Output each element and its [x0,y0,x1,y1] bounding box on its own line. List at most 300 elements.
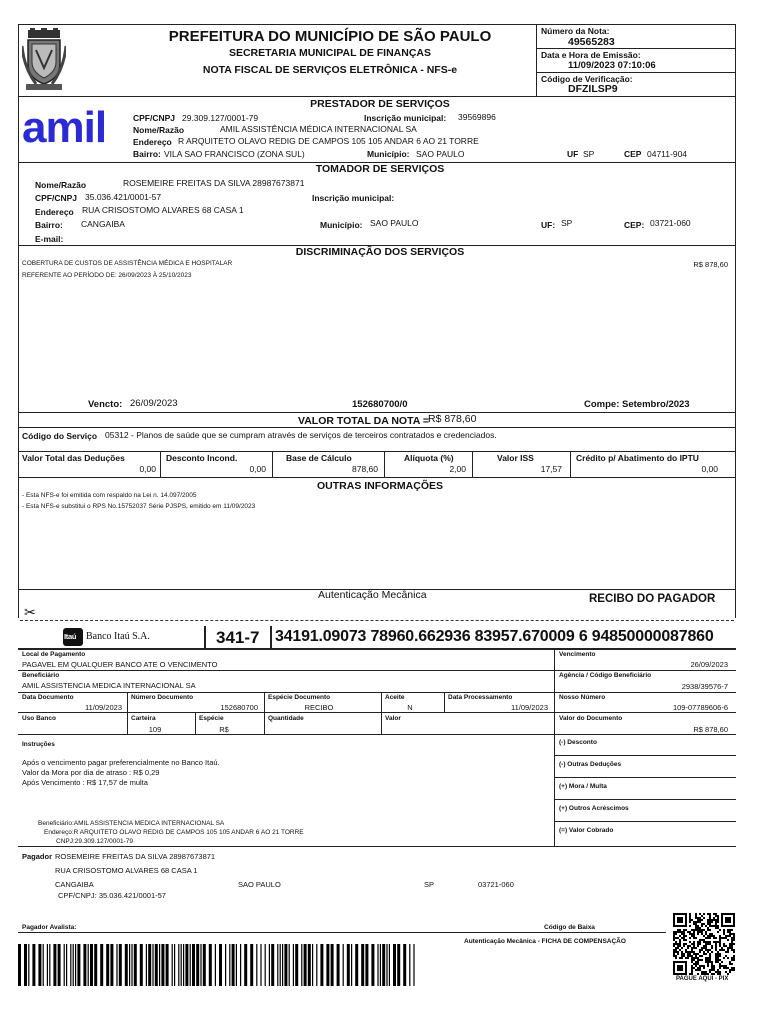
qr-module [685,949,687,951]
qr-module [691,949,693,951]
qr-module [731,945,733,947]
barcode-bar [146,944,147,986]
qr-module [727,949,729,951]
barcode-bar [301,944,302,986]
prestador-nome-value: AMIL ASSISTÊNCIA MÉDICA INTERNACIONAL SA [220,124,417,134]
qr-module [715,937,717,939]
qr-module [725,967,727,969]
quantidade-label: Quantidade [268,715,304,722]
valor-cobrado-label: (=) Valor Cobrado [559,827,614,834]
qr-module [717,925,719,927]
numero-nota-value: 49565283 [568,36,615,48]
qr-module [699,951,701,953]
qr-module [691,971,693,973]
qr-module [727,939,729,941]
tributo-base-label: Base de Cálculo [286,453,352,463]
qr-module [683,929,685,931]
qr-module [723,965,725,967]
qr-module [705,925,707,927]
qr-module [707,949,709,951]
qr-module [717,941,719,943]
ficha-compensacao-label: Autenticação Mecânica - FICHA DE COMPENSAÇÃO [464,938,626,945]
qr-module [683,945,685,947]
qr-module [731,967,733,969]
qr-module [699,931,701,933]
qr-module [693,957,695,959]
qr-module [709,949,711,951]
barcode-bar [24,944,27,986]
qr-module [715,947,717,949]
qr-module [709,915,711,917]
barcode-bar [185,944,188,986]
qr-module [705,937,707,939]
barcode-bar [280,944,281,986]
tributo-aliquota-value: 2,00 [449,464,466,474]
qr-module [697,961,699,963]
qr-module [673,933,675,935]
qr-module [715,957,717,959]
qr-module [733,935,735,937]
qr-module [701,949,703,951]
qr-module [709,925,711,927]
qr-module [711,961,713,963]
servico-bottom-line [18,451,736,452]
qr-module [717,931,719,933]
qr-module [683,939,685,941]
qr-module [691,929,693,931]
qr-module [675,943,677,945]
barcode-bar [389,944,390,986]
tomador-email-label: E-mail: [35,234,64,244]
qr-module [729,943,731,945]
qr-module [719,937,721,939]
data-emissao-value: 11/09/2023 07:10:06 [568,60,656,71]
qr-module [705,933,707,935]
barcode-bar [18,944,21,986]
boleto-cell-divider [381,692,382,734]
qr-module [693,951,695,953]
qr-module [717,971,719,973]
qr-module [731,959,733,961]
linha-digitavel: 34191.09073 78960.662936 83957.670009 6 94850000087860 [275,628,714,645]
tomador-uf-label: UF: [541,220,556,230]
qr-module [713,965,715,967]
barcode-bar [38,944,41,986]
codigo-verificacao-value: DFZILSP9 [568,83,618,95]
qr-module [721,937,723,939]
qr-module [711,933,713,935]
qr-module [699,943,701,945]
barcode-bar [236,944,237,986]
pagador-uf: SP [424,880,435,889]
qr-module [711,969,713,971]
qr-module [675,957,677,959]
qr-module [675,937,677,939]
outras-deducoes-label: (-) Outras Deduções [559,761,622,768]
qr-module [689,919,691,921]
beneficiario-label: Beneficiário [22,672,60,679]
instrucao-line-3: Após Vencimento : R$ 17,57 de multa [22,778,148,787]
qr-module [673,931,675,933]
qr-module [715,927,717,929]
numero-documento-value: 152680700 [220,703,258,712]
qr-module [699,921,701,923]
qr-module [699,941,701,943]
vencimento-label: Vencimento [559,651,596,658]
qr-module [687,951,689,953]
qr-module [709,913,711,915]
qr-module [695,965,697,967]
qr-module [705,941,707,943]
qr-module [673,945,675,947]
qr-module [697,927,699,929]
barcode-bar [58,944,61,986]
qr-module [733,967,735,969]
qr-module [709,959,711,961]
qr-module [683,955,685,957]
barcode-bar [161,944,164,986]
qr-module [731,933,733,935]
qr-module [703,935,705,937]
qr-module [715,955,717,957]
barcode-bar [110,944,113,986]
qr-module [697,933,699,935]
pagador-nome: ROSEMEIRE FREITAS DA SILVA 28987673871 [55,852,216,861]
qr-finder [677,917,683,923]
tributos-divider [472,451,473,477]
nosso-numero-value: 109-07789606-6 [672,703,728,712]
qr-module [681,947,683,949]
barcode-bar [371,944,374,986]
page-subtitle-secretaria: SECRETARIA MUNICIPAL DE FINANÇAS [228,47,432,59]
barcode-bar [355,944,358,986]
qr-module [705,953,707,955]
qr-module [679,931,681,933]
qr-module [703,973,705,975]
tomador-end-value: RUA CRISOSTOMO ALVARES 68 CASA 1 [82,205,244,215]
qr-module [693,935,695,937]
data-processamento-label: Data Processamento [448,694,513,701]
qr-module [697,919,699,921]
qr-module [709,953,711,955]
qr-module [713,937,715,939]
barcode-bar [320,944,323,986]
qr-module [703,923,705,925]
qr-module [699,959,701,961]
prestador-uf-label: UF [567,149,579,159]
qr-module [709,929,711,931]
qr-module [733,955,735,957]
data-documento-label: Data Documento [22,694,74,701]
qr-module [717,927,719,929]
agencia-value: 2938/39576-7 [681,682,728,691]
qr-module [693,967,695,969]
barcode-bar [53,944,56,986]
qr-module [733,969,735,971]
qr-module [701,965,703,967]
qr-module [699,969,701,971]
qr-module [685,939,687,941]
barcode-bar [192,944,195,986]
barcode-bar [337,944,340,986]
tomador-bairro-label: Bairro: [35,220,63,230]
barcode-bar [90,944,93,986]
qr-module [715,945,717,947]
tomador-title: TOMADOR DE SERVIÇOS [315,163,445,175]
cut-line [20,620,734,621]
qr-module [675,933,677,935]
qr-module [729,935,731,937]
qr-module [707,965,709,967]
instrucao-line-1: Após o vencimento pagar preferencialmente no Banco Itaú. [22,758,220,767]
qr-module [693,959,695,961]
qr-module [679,945,681,947]
qr-module [707,935,709,937]
discriminacao-title: DISCRIMINAÇÃO DOS SERVIÇOS [295,246,465,258]
qr-module [717,919,719,921]
qr-module [705,943,707,945]
qr-module [713,919,715,921]
barcode-bar [365,944,368,986]
qr-module [691,957,693,959]
barcode-bar [174,944,175,986]
qr-module [693,937,695,939]
scissors-icon: ✂ [24,604,36,620]
barcode-bar [382,944,385,986]
prestador-end-value: R ARQUITETO OLAVO REDIG DE CAMPOS 105 105 ANDAR 6 AO 21 TORRE [178,136,479,146]
qr-module [695,957,697,959]
beneficiario-value: AMIL ASSISTENCIA MEDICA INTERNACIONAL SA [22,681,196,690]
mora-multa-label: (+) Mora / Multa [559,783,607,790]
qr-module [719,959,721,961]
recibo-pagador-title: RECIBO DO PAGADOR [589,593,716,605]
qr-module [723,931,725,933]
carteira-value: 109 [148,725,162,734]
itau-logo-text: Itaú [64,632,77,641]
qr-module [717,961,719,963]
qr-module [711,945,713,947]
tributo-iptu-label: Crédito p/ Abatimento do IPTU [576,453,699,463]
qr-module [677,951,679,953]
qr-module [727,957,729,959]
qr-module [733,959,735,961]
qr-module [679,957,681,959]
barcode-bar [232,944,235,986]
boleto-right-line [554,755,736,756]
barcode-bar [282,944,283,986]
qr-module [677,943,679,945]
qr-module [695,955,697,957]
barcode-bar [43,944,44,986]
qr-module [715,959,717,961]
qr-module [675,941,677,943]
qr-module [673,949,675,951]
qr-module [731,939,733,941]
prestador-cep-value: 04711-904 [647,149,688,159]
prestador-mun-value: SAO PAULO [416,149,465,159]
qr-module [711,947,713,949]
barcode-bar [131,944,132,986]
qr-module [717,915,719,917]
barcode-bar [326,944,329,986]
aceite-value: N [407,703,413,712]
qr-module [717,955,719,957]
barcode-bar [196,944,199,986]
qr-module [713,969,715,971]
qr-module [673,943,675,945]
qr-module [679,929,681,931]
barcode-bar [225,944,226,986]
barcode-bar [312,944,313,986]
qr-module [703,965,705,967]
qr-module [721,949,723,951]
instrucao-line-2: Valor da Mora por dia de atraso : R$ 0,29 [22,768,160,777]
qr-module [719,973,721,975]
qr-module [685,935,687,937]
barcode-bar [265,944,266,986]
tributo-desconto-label: Desconto Incond. [166,453,238,463]
qr-module [713,941,715,943]
barcode-bar [260,944,261,986]
qr-module [675,955,677,957]
qr-module [713,925,715,927]
qr-module [717,969,719,971]
barcode-bar [250,944,253,986]
qr-finder [725,917,731,923]
qr-module [723,967,725,969]
qr-module [693,945,695,947]
barcode-bar [295,944,298,986]
qr-module [705,959,707,961]
qr-module [697,943,699,945]
qr-module [725,971,727,973]
qr-module [731,941,733,943]
qr-module [715,953,717,955]
qr-module [691,969,693,971]
qr-module [725,945,727,947]
qr-module [689,931,691,933]
qr-module [709,935,711,937]
qr-module [693,963,695,965]
qr-module [707,951,709,953]
qr-module [699,927,701,929]
valor-documento-label: Valor do Documento [559,715,623,722]
prestador-nome-label: Nome/Razão [133,125,185,135]
tributo-base-value: 878,60 [352,464,378,474]
qr-module [701,919,703,921]
qr-module [729,969,731,971]
qr-module [693,953,695,955]
barcode-bar [73,944,74,986]
qr-module [683,953,685,955]
barcode-bar [308,944,311,986]
qr-module [731,943,733,945]
boleto-row-line [18,670,736,671]
discriminacao-line-1: COBERTURA DE CUSTOS DE ASSISTÊNCIA MÉDICA E HOSPITALAR [22,260,233,267]
qr-module [681,933,683,935]
qr-module [733,949,735,951]
qr-module [725,937,727,939]
qr-module [711,963,713,965]
qr-module [677,929,679,931]
barcode-bar [70,944,71,986]
barcode-bar [119,944,122,986]
qr-module [673,951,675,953]
boleto-row-line [18,734,736,735]
discriminacao-valor: R$ 878,60 [693,260,728,269]
valor-total-bottom-line [18,427,736,428]
qr-module [715,919,717,921]
qr-module [713,973,715,975]
qr-module [729,933,731,935]
barcode-bar [386,944,387,986]
barcode-bar [66,944,67,986]
barcode-bar [83,944,86,986]
qr-module [697,945,699,947]
data-documento-value: 11/09/2023 [85,703,122,712]
qr-module [731,947,733,949]
qr-module [695,953,697,955]
qr-module [715,923,717,925]
discriminacao-line-2: REFERENTE AO PERÍODO DE: 26/09/2023 À 25/10/2023 [22,272,192,279]
qr-module [691,959,693,961]
qr-module [715,925,717,927]
qr-module [687,945,689,947]
qr-module [711,935,713,937]
beneficiario-info-1: Beneficiário:AMIL ASSISTENCIA MEDICA INTERNACIONAL SA [38,820,225,827]
qr-module [695,917,697,919]
qr-module [687,955,689,957]
barcode-bar [159,944,160,986]
qr-module [687,931,689,933]
qr-module [723,949,725,951]
qr-module [689,915,691,917]
barcode-bar [271,944,274,986]
qr-module [725,965,727,967]
barcode-bar [181,944,182,986]
autenticacao-mecanica-label: Autenticação Mecânica [318,589,427,601]
local-pagamento-label: Local de Pagamento [22,651,86,658]
qr-module [715,941,717,943]
vencimento-value: 26/09/2023 [690,660,728,669]
qr-module [687,947,689,949]
qr-module [717,921,719,923]
qr-module [683,943,685,945]
qr-module [699,949,701,951]
tomador-cpf-label: CPF/CNPJ [35,193,78,203]
qr-module [689,941,691,943]
qr-module [707,959,709,961]
pagador-cidade: SAO PAULO [238,880,281,889]
instrucoes-label: Instruções [22,741,55,748]
qr-module [679,941,681,943]
local-pagamento-value: PAGAVEL EM QUALQUER BANCO ATE O VENCIMENTO [22,660,218,669]
tributos-bottom-line [18,477,736,478]
tributos-divider [384,451,385,477]
qr-module [717,953,719,955]
boleto-right-line [554,821,736,822]
qr-module [701,947,703,949]
qr-module [701,973,703,975]
qr-module [703,953,705,955]
qr-module [711,967,713,969]
tributo-iptu-value: 0,00 [701,464,718,474]
qr-module [687,953,689,955]
qr-module [693,947,695,949]
qr-module [695,969,697,971]
barcode-bar [140,944,143,986]
prestador-insc-label: Inscrição municipal: [364,113,447,123]
